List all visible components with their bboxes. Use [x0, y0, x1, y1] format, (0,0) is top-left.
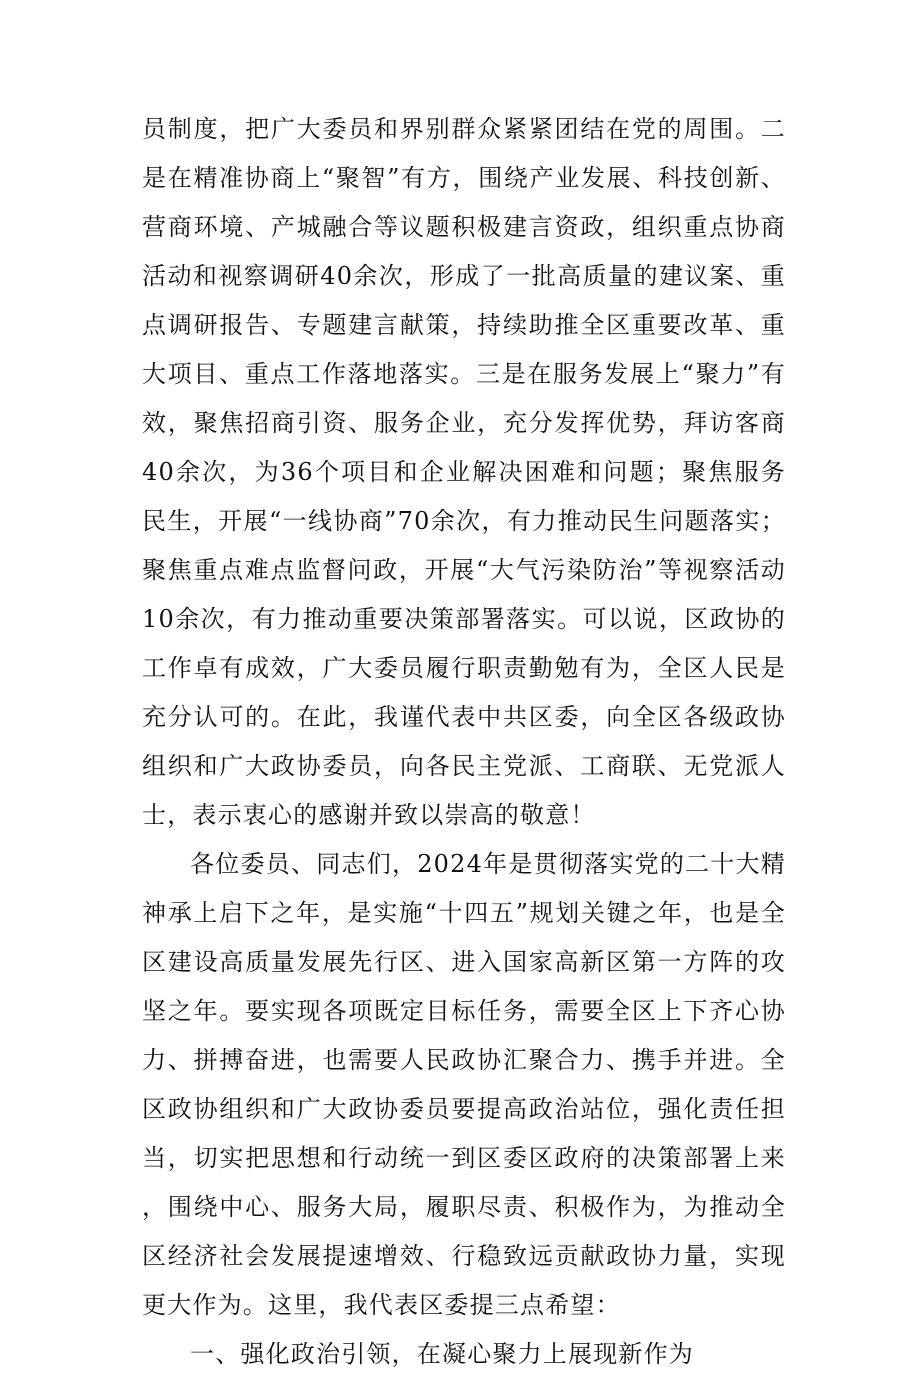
document-body: [142, 105, 786, 1379]
paragraph-continuation: 员制度，把广大委员和界别群众紧紧团结在党的周围。二是在精准协商上“聚智”有方，围绕产业发展、科技创新、营商环境、产城融合等议题积极建言资政，组织重点协商活动和视察调研40余次，形成了一批高质量的建议案、重点调研报告、专题建言献策，持续助推全区重要改革、重大项目、重点工作落地落实。三是在服务发展上“聚力”有效，聚焦招商引资、服务企业，充分发挥优势，拜访客商40余次，为36个项目和企业解决困难和问题；聚焦服务民生，开展“一线协商”70余次，有力推动民生问题落实；聚焦重点难点监督问政，开展“大气污染防治”等视察活动10余次，有力推动重要决策部署落实。可以说，区政协的工作卓有成效，广大委员履行职责勤勉有为，全区人民是充分认可的。在此，我谨代表中共区委，向全区各级政协组织和广大政协委员，向各民主党派、工商联、无党派人士，表示衷心的感谢并致以崇高的敬意！: [142, 115, 786, 829]
section-heading: 一、强化政治引领，在凝心聚力上展现新作为: [190, 1340, 694, 1368]
paragraph-hopes: 各位委员、同志们，2024年是贯彻落实党的二十大精神承上启下之年，是实施“十四五”规划关键之年，也是全区建设高质量发展先行区、进入国家高新区第一方阵的攻坚之年。要实现各项既定目标任务，需要全区上下齐心协力、拼搏奋进，也需要人民政协汇聚合力、携手并进。全区政协组织和广大政协委员要提高政治站位，强化责任担当，切实把思想和行动统一到区委区政府的决策部署上来，围绕中心、服务大局，履职尽责、积极作为，为推动全区经济社会发展提速增效、行稳致远贡献政协力量，实现更大作为。这里，我代表区委提三点希望：: [142, 850, 786, 1319]
